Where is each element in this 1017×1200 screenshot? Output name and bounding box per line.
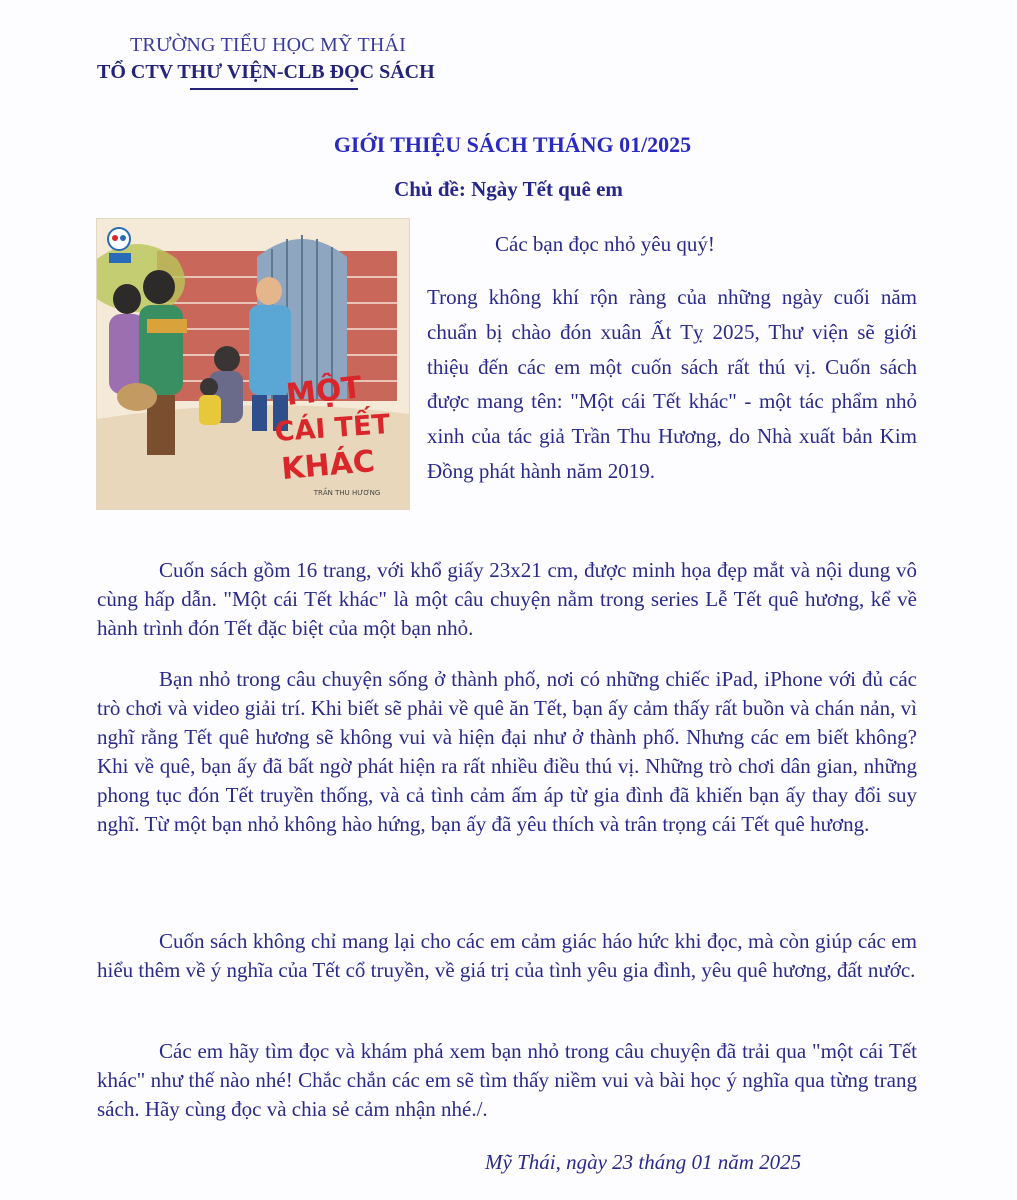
cover-title-line-3: KHÁC [280, 444, 377, 488]
greeting: Các bạn đọc nhỏ yêu quý! [495, 232, 715, 256]
paragraph-2: Bạn nhỏ trong câu chuyện sống ở thành phố, nơi có những chiếc iPad, iPhone với đủ các trò chơi và video giải trí. Khi biết sẽ phải về quê ăn Tết, bạn ấy cảm thấy rất buồn và chán nản, vì nghĩ rằng Tết quê hương sẽ không vui và hiện đại như ở thành phố. Nhưng các em biết không? Khi về quê, bạn ấy đã bất ngờ phát hiện ra rất nhiều điều thú vị. Những trò chơi dân gian, những phong tục đón Tết truyền thống, và cả tình cảm ấm áp từ gia đình đã khiến bạn ấy thay đổi suy nghĩ. Từ một bạn nhỏ không hào hứng, bạn ấy đã yêu thích và trân trọng cái Tết quê hương. [97, 667, 917, 836]
book-cover-image [96, 218, 410, 510]
school-name: TRƯỜNG TIỂU HỌC MỸ THÁI [130, 34, 407, 56]
header-underline [190, 88, 358, 90]
paragraph-3: Cuốn sách không chỉ mang lại cho các em cảm giác háo hức khi đọc, mà còn giúp các em hiểu thêm về ý nghĩa của Tết cổ truyền, về giá trị của tình yêu gia đình, yêu quê hương, đất nước. [97, 929, 917, 982]
cover-title-line-2: CÁI TẾT [273, 409, 392, 449]
page-title: GIỚI THIỆU SÁCH THÁNG 01/2025 [333, 132, 692, 157]
paragraph-4: Các em hãy tìm đọc và khám phá xem bạn nhỏ trong câu chuyện đã trải qua "một cái Tết khác" như thế nào nhé! Chắc chắn các em sẽ tìm thấy niềm vui và bài học ý nghĩa qua từng trang sách. Hãy cùng đọc và chia sẻ cảm nhận nhé./. [97, 1039, 917, 1121]
team-name: TỔ CTV THƯ VIỆN-CLB ĐỌC SÁCH [97, 61, 435, 83]
cover-author: TRẦN THU HƯƠNG [313, 489, 381, 497]
date-signature: Mỹ Thái, ngày 23 tháng 01 năm 2025 [485, 1150, 802, 1174]
page-subtitle: Chủ đề: Ngày Tết quê em [394, 177, 623, 201]
intro-paragraph: Trong không khí rộn ràng của những ngày cuối năm chuẩn bị chào đón xuân Ất Tỵ 2025, Thư viện sẽ giới thiệu đến các em một cuốn sách rất thú vị. Cuốn sách được mang tên: "Một cái Tết khác" - một tác phẩm nhỏ xinh của tác giả Trần Thu Hương, do Nhà xuất bản Kim Đồng phát hành năm 2019. [427, 285, 917, 483]
cover-title-line-1: MỘT [284, 370, 364, 413]
book-cover-illustration [97, 219, 409, 509]
paragraph-1: Cuốn sách gồm 16 trang, với khổ giấy 23x21 cm, được minh họa đẹp mắt và nội dung vô cùng hấp dẫn. "Một cái Tết khác" là một câu chuyện nằm trong series Lễ Tết quê hương, kể về hành trình đón Tết đặc biệt của một bạn nhỏ. [97, 558, 917, 640]
